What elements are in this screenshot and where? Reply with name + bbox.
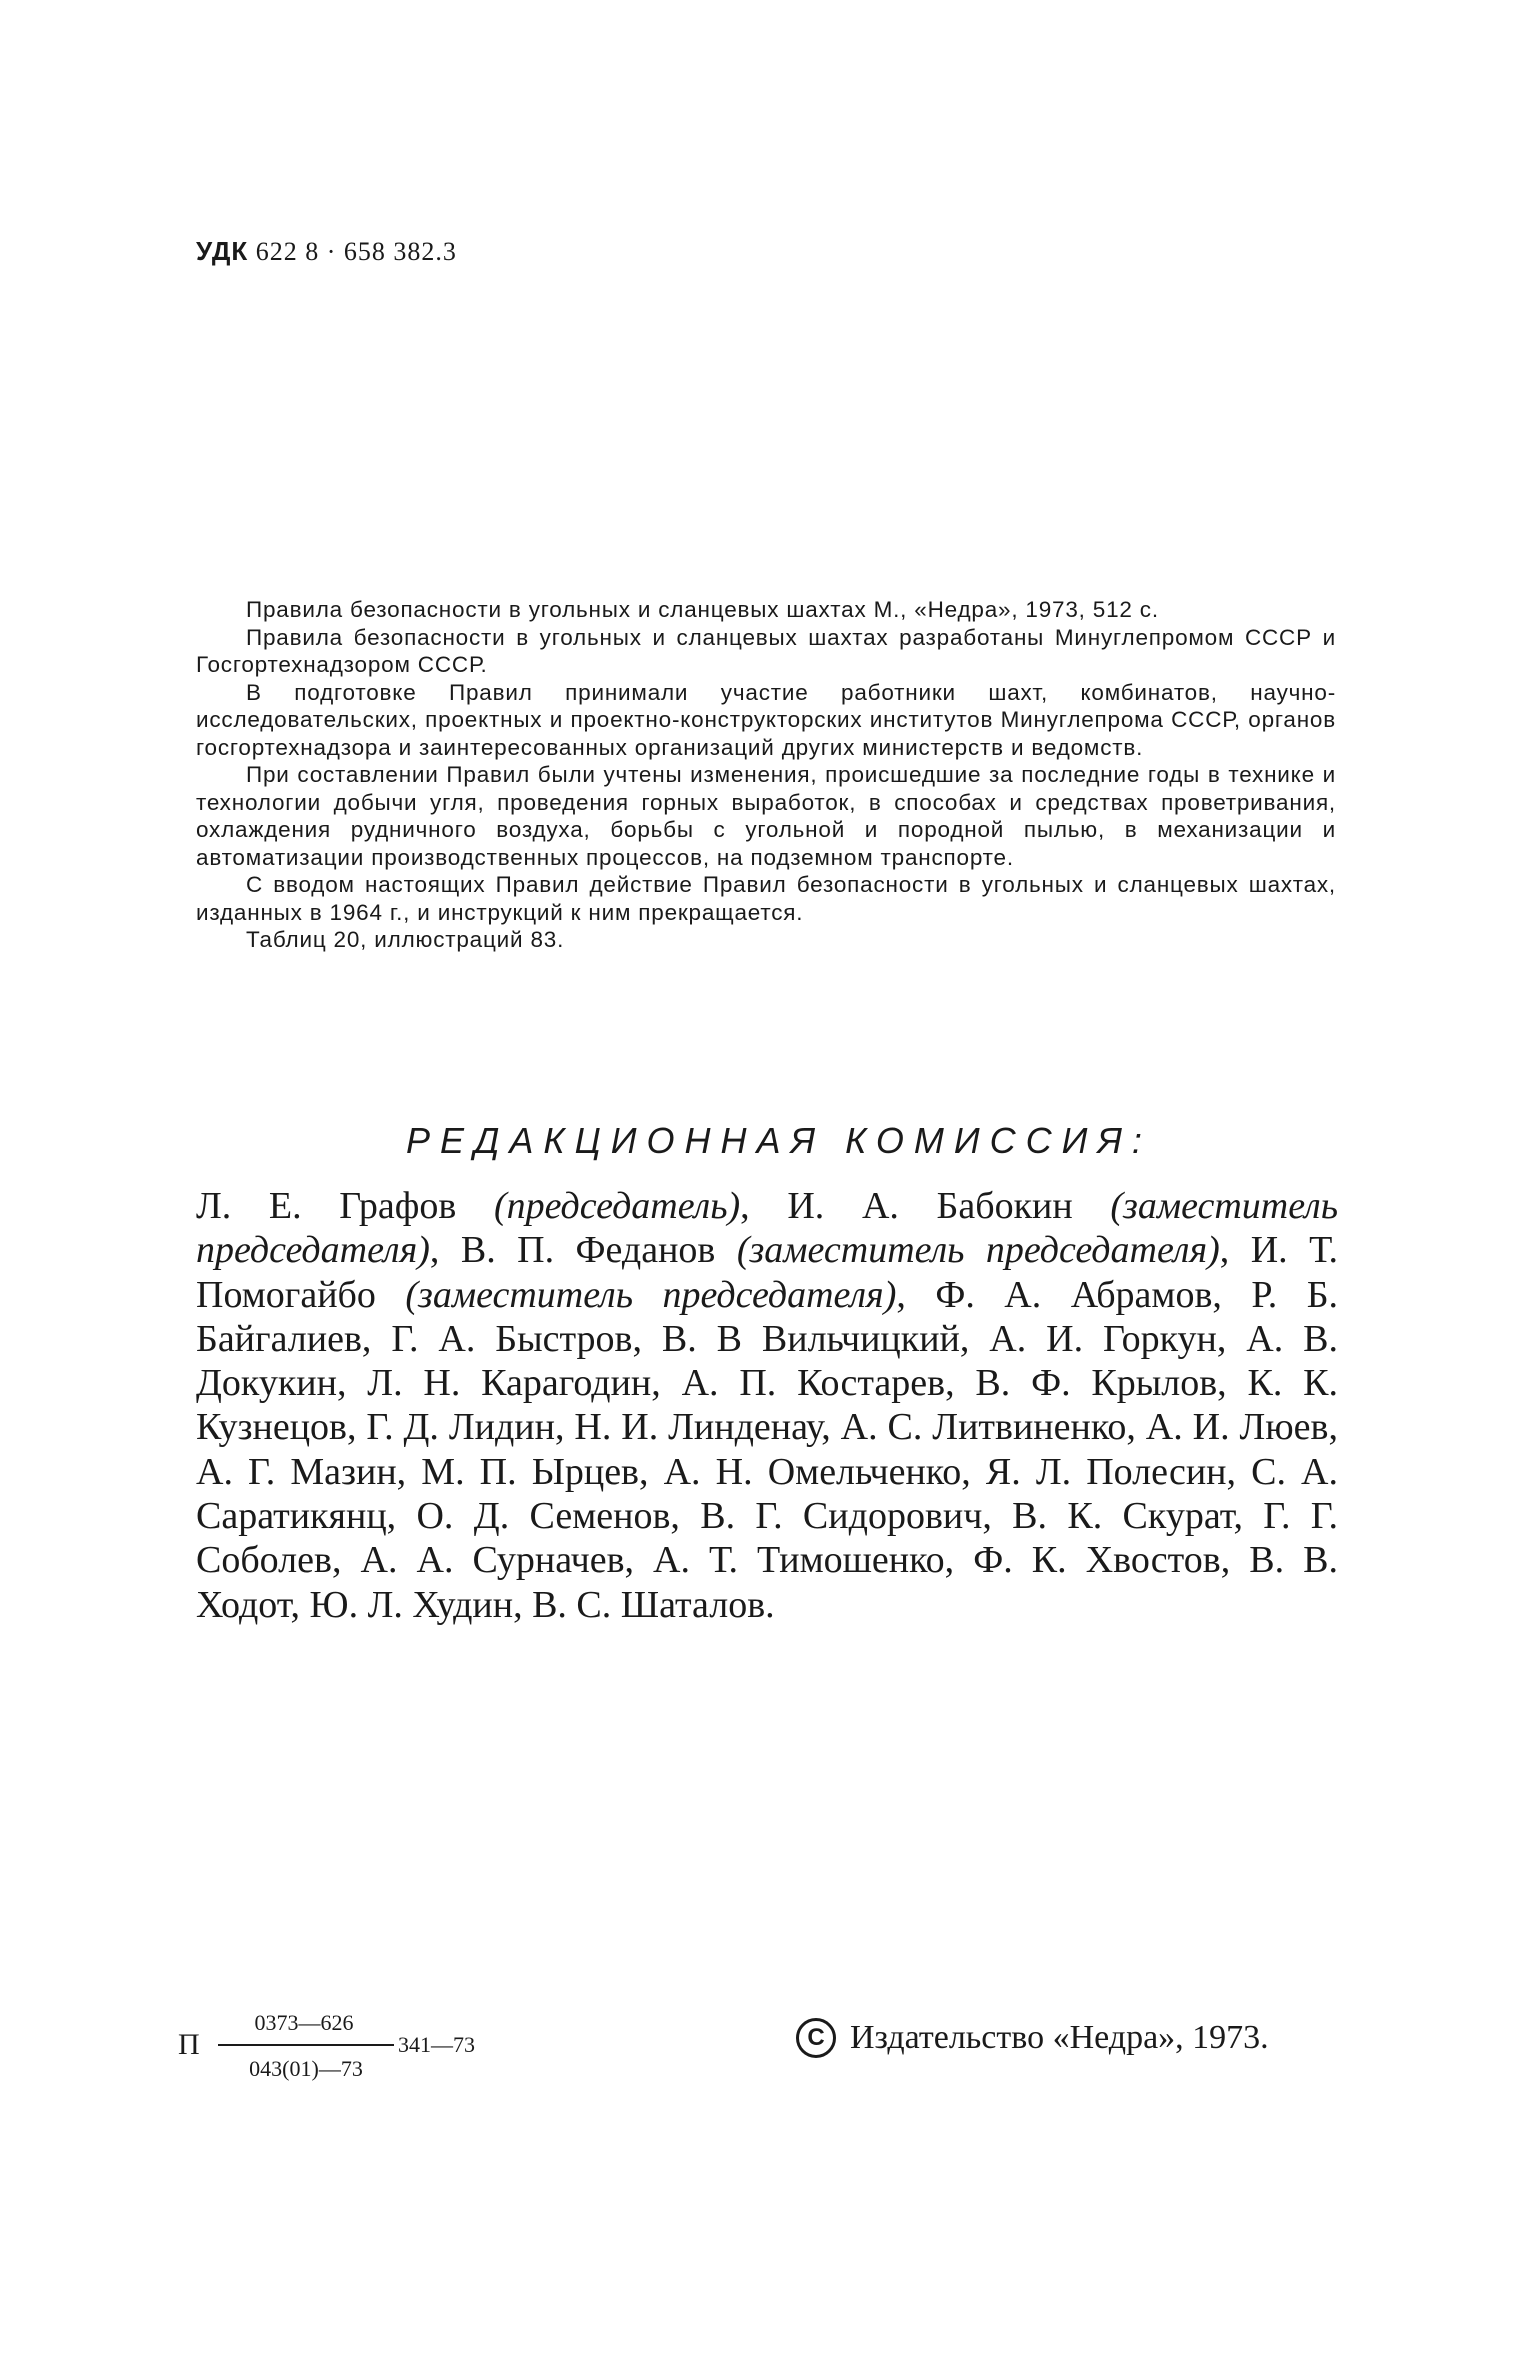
abstract-paragraph: Таблиц 20, иллюстраций 83. [246, 927, 565, 952]
copyright-icon: C [796, 2018, 836, 2058]
publisher-text: Издательство «Недра», 1973. [850, 2019, 1269, 2056]
abstract-block [196, 596, 1336, 954]
abstract-citation: Правила безопасности в угольных и сланцевых шахтах М., «Недра», 1973, 512 с. [246, 597, 1159, 622]
abstract-paragraph: С вводом настоящих Правил действие Правил безопасности в угольных и сланцевых шахтах, изданных в 1964 г., и инструкций к ним прекращается. [196, 872, 1336, 925]
abstract-paragraph: Правила безопасности в угольных и сланцевых шахтах разработаны Минуглепромом СССР и Госгортехнадзором СССР. [196, 624, 1336, 677]
deputy-name: И. А. Бабокин [787, 1185, 1073, 1227]
fraction-line [218, 2044, 394, 2046]
committee-title: РЕДАКЦИОННАЯ КОМИССИЯ: [406, 1120, 1152, 1161]
udk-code: 622 8 · 658 382.3 [255, 237, 457, 266]
abstract-paragraph: При составлении Правил были учтены изменения, происшедшие за последние годы в технике и технологии добычи угля, проведения горных выработок, в способах и средствах проветривания, охлаждения рудничного воздуха, борьбы с угольной и породной пылью, в механизации и автоматизации производственных процессов, на подземном транспорте. [196, 762, 1336, 870]
deputy-name: В. П. Феданов [460, 1229, 716, 1272]
imprint-code [178, 2010, 538, 2110]
deputy-role: (заместитель председателя) [405, 1273, 897, 1316]
deputy-role: (заместитель председателя) [196, 1185, 1339, 1272]
committee-members: Ф. А. Абрамов, Р. Б. Байгалиев, Г. А. Быстров, В. В Вильчицкий, А. И. Горкун, А. В. Докукин, Л. Н. Карагодин, А. П. Костарев, В. Ф. Крылов, К. К. Кузнецов, Г. Д. Лидин, Н. И. Линденау, А. С. Литвиненко, А. И. Люев, А. Г. Мазин, М. П. Ырцев, А. Н. Омельченко, Я. Л. Полесин, С. А. Саратикянц, О. Д. Семенов, В. Г. Сидорович, В. К. Скурат, Г. Г. Соболев, А. А. Сурначев, А. Т. Тимошенко, Ф. К. Хвостов, В. В. Ходот, Ю. Л. Худин, В. С. Шаталов. [196, 1273, 1339, 1626]
committee-list: Л. Е. Графов (председатель), И. А. Бабокин (заместитель председателя), В. П. Феданов (заместитель председателя), И. Т. Помогайбо (заместитель председателя), Ф. А. Абрамов, Р. Б. Байгалиев, Г. А. Быстров, В. В Вильчицкий, А. И. Горкун, А. В. Докукин, Л. Н. Карагодин, А. П. Костарев, В. Ф. Крылов, К. К. Кузнецов, Г. Д. Лидин, Н. И. Линденау, А. С. Литвиненко, А. И. Люев, А. Г. Мазин, М. П. Ырцев, А. Н. Омельченко, Я. Л. Полесин, С. А. Саратикянц, О. Д. Семенов, В. Г. Сидорович, В. К. Скурат, Г. Г. Соболев, А. А. Сурначев, А. Т. Тимошенко, Ф. К. Хвостов, В. В. Ходот, Ю. Л. Худин, В. С. Шаталов. [196, 1185, 1339, 1626]
udk-label: УДК [196, 236, 249, 266]
udk-line [196, 236, 457, 267]
imprint-letter: П [178, 2028, 200, 2061]
imprint-denominator: 043(01)—73 [249, 2056, 363, 2081]
publisher-line [796, 2018, 1269, 2058]
imprint-number: 341—73 [398, 2032, 475, 2057]
deputy-name: И. Т. Помогайбо [196, 1229, 1339, 1316]
imprint-numerator: 0373—626 [254, 2010, 354, 2035]
chair-name: Л. Е. Графов [196, 1185, 457, 1227]
chair-role: (председатель) [493, 1185, 741, 1227]
abstract-paragraph: В подготовке Правил принимали участие работники шахт, комбинатов, научно-исследовательских, проектных и проектно-конструкторских институтов Минуглепрома СССР, органов госгортехнадзора и заинтересованных организаций других министерств и ведомств. [196, 679, 1336, 760]
deputy-role: (заместитель председателя) [736, 1229, 1220, 1272]
